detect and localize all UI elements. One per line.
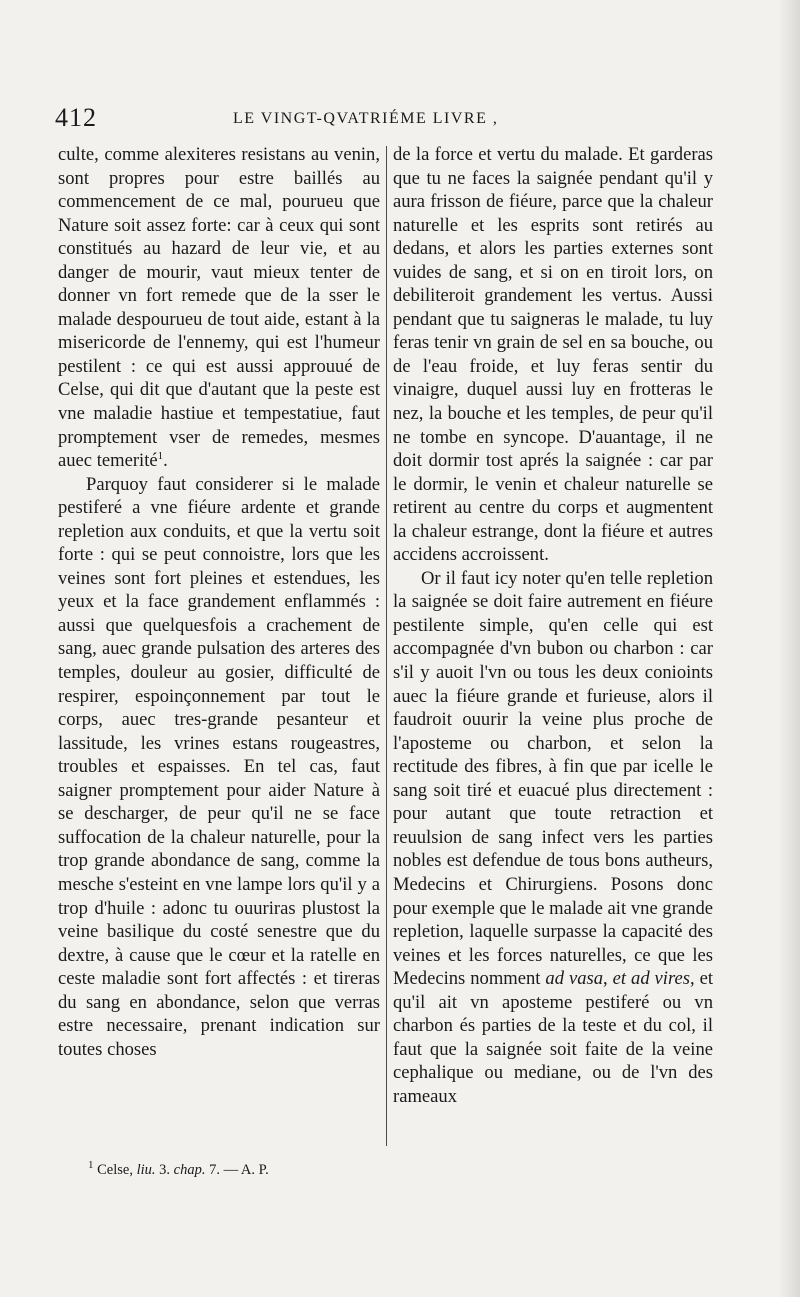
footnote-chapter-ref: chap. <box>173 1162 206 1178</box>
footnote <box>88 1160 269 1180</box>
left-paragraph-1 <box>58 143 380 473</box>
left-paragraph-1-end: . <box>163 450 168 472</box>
left-column <box>58 143 380 1061</box>
right-paragraph-2-comma: , <box>603 968 608 990</box>
footnote-chapter-number: 7. — A. P. <box>209 1162 269 1178</box>
footnote-book-number: 3. <box>159 1162 171 1178</box>
footnote-book-ref: liu. <box>136 1162 156 1178</box>
page-header <box>55 103 715 133</box>
latin-term-ad-vasa: ad vasa <box>545 968 604 990</box>
page-edge-shadow <box>778 0 800 1297</box>
right-paragraph-2 <box>393 567 713 1109</box>
right-paragraph-2-text-b: , et qu'il ait vn aposteme pestiferé ou vn charbon és parties de la teste et du col, il faut que la saignée soit faite de la veine cephalique ou mediane, ou de l'vn des rameaux <box>393 968 714 1107</box>
latin-term-ad-vires: et ad vires <box>612 968 691 990</box>
footnote-mark: 1 <box>88 1159 94 1172</box>
footnote-author: Celse, <box>97 1162 133 1178</box>
right-paragraph-1: de la force et vertu du malade. Et garderas que tu ne faces la saignée pendant qu'il y aura frisson de fiéure, parce que la chaleur naturelle et les esprits sont retirés au dedans, et alors les parties externes sont vuides de sang, et si on en tiroit lors, on debiliteroit grandement les vertus. Aussi pendant que tu saigneras le malade, tu luy feras tenir vn grain de sel en sa bouche, ou de l'eau froide, et luy feras sentir du vinaigre, duquel aussi luy en frotteras le nez, la bouche et les temples, de peur qu'il ne tombe en syncope. D'auantage, il ne doit dormir tost aprés la saignée : car par le dormir, le venin et chaleur naturelle se retirent au centre du corps et augmentent la chaleur estrange, dont la fiéure et autres accidens accroissent. <box>393 144 713 566</box>
left-paragraph-2: Parquoy faut considerer si le malade pestiferé a vne fiéure ardente et grande repletion aux conduits, et que la vertu soit forte : qui se peut connoistre, lors que les veines sont fort pleines et estendues, les yeux et la face grandement enflammés : aussi que quelquesfois a crachement de sang, auec grande pulsation des arteres des temples, douleur au gosier, difficulté de respirer, espoinçonnement par tout le corps, auec tres-grande pesanteur et lassitude, les vrines estans rougeastres, troubles et espaisses. En tel cas, faut saigner promptement pour aider Nature à se descharger, de peur qu'il ne se face suffocation de la chaleur naturelle, pour la trop grande abondance de sang, comme la mesche s'esteint en vne lampe lors qu'il y a trop d'huile : adonc tu ouuriras plustost la veine basilique du costé senestre que du dextre, à cause que le cœur et la ratelle en ceste maladie sont fort affectés : et tireras du sang en abondance, selon que verras estre necessaire, prenant indication sur toutes choses <box>58 473 380 1060</box>
running-title: LE VINGT-QVATRIÉME LIVRE , <box>233 110 499 127</box>
right-column <box>393 143 713 1108</box>
left-paragraph-1-text: culte, comme alexiteres resistans au venin, sont propres pour estre baillés au commencement de ce mal, pourueu que Nature soit assez forte: car à ceux qui sont constitués au hazard de leur vie, et au danger de mourir, vaut mieux tenter de donner vn fort remede que de la sser le malade despourueu de tout aide, estant à la misericorde de l'ennemy, qui est l'humeur pestilent : ce qui est aussi approuué de Celse, qui dit que d'autant que la peste est vne maladie hastiue et tempestatiue, faut promptement vser de remedes, mesmes auec temerité <box>58 144 380 472</box>
footnote-reference: 1 <box>157 449 164 462</box>
column-divider <box>386 146 387 1146</box>
right-paragraph-2-text-a: Or il faut icy noter qu'en telle repletion la saignée se doit faire autrement en fiéure pestilente simple, qu'en celle qui est accompagnée d'vn bubon ou charbon : car s'il y auoit l'vn ou tous les deux conioints auec la fiéure grande et furieuse, alors il faudroit ouurir la veine plus proche de l'aposteme ou charbon, et selon la rectitude des fibres, à fin que par icelle le sang soit tiré et euacué plus directement : pour autant que toute retraction et reuulsion de sang infect vers les parties nobles est defendue de tous bons autheurs, Medecins et Chirurgiens. Posons donc pour exemple que le malade ait vne grande repletion, laquelle surpasse la capacité des veines et les forces naturelles, ce que les Medecins nomment <box>393 567 713 990</box>
page-number: 412 <box>55 103 97 132</box>
